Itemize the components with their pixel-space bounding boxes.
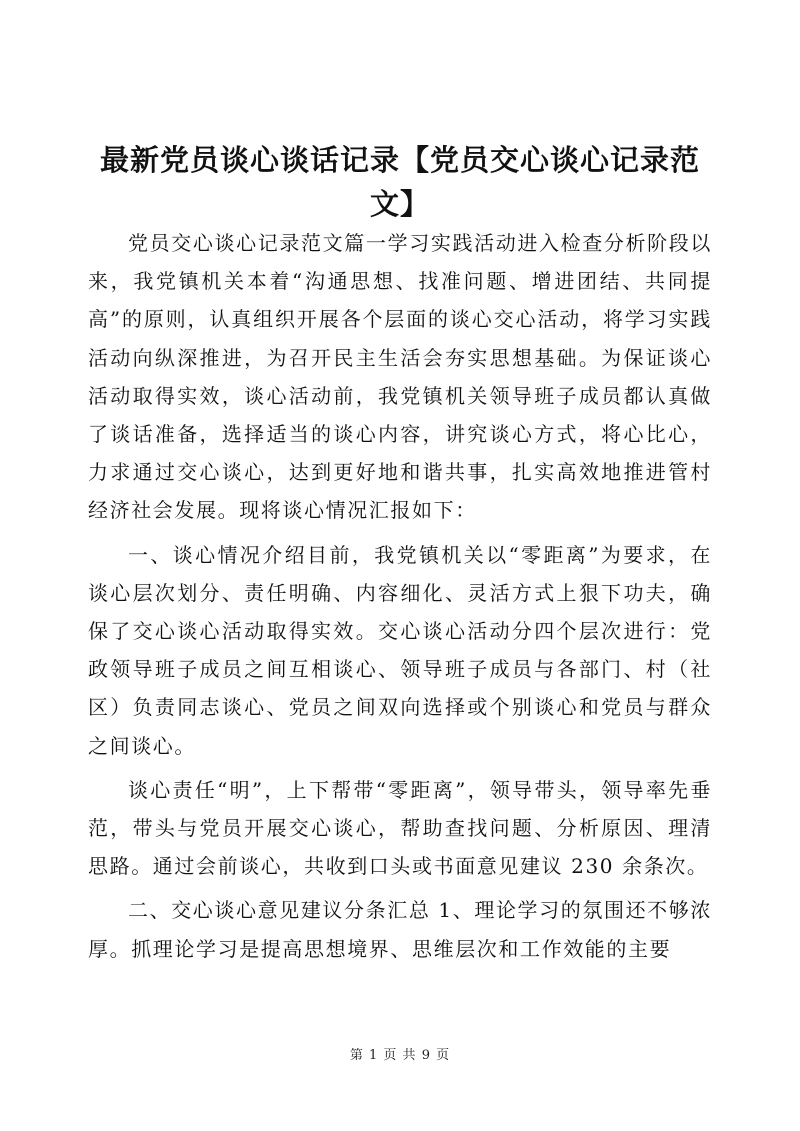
paragraph-2: 一、谈心情况介绍目前，我党镇机关以“零距离”为要求，在谈心层次划分、责任明确、内容细化、灵活方式上狠下功夫，确保了交心谈心活动取得实效。交心谈心活动分四个层次进行：党政领导班子成员之间互相谈心、领导班子成员与各部门、村（社区）负责同志谈心、党员之间双向选择或个别谈心和党员与群众之间谈心。 bbox=[88, 542, 712, 758]
paragraph-4: 二、交心谈心意见建议分条汇总 1、理论学习的氛围还不够浓厚。抓理论学习是提高思想境界、思维层次和工作效能的主要 bbox=[88, 898, 712, 961]
paragraph-3: 谈心责任“明”，上下帮带“零距离”，领导带头，领导率先垂范，带头与党员开展交心谈心，帮助查找问题、分析原因、理清思路。通过会前谈心，共收到口头或书面意见建议 230 余条次。 bbox=[88, 777, 712, 879]
paragraph-1: 党员交心谈心记录范文篇一学习实践活动进入检查分析阶段以来，我党镇机关本着“沟通思想、找准问题、增进团结、共同提高”的原则，认真组织开展各个层面的谈心交心活动，将学习实践活动向纵深推进，为召开民主生活会夯实思想基础。为保证谈心活动取得实效，谈心活动前，我党镇机关领导班子成员都认真做了谈话准备，选择适当的谈心内容，讲究谈心方式，将心比心，力求通过交心谈心，达到更好地和谐共事，扎实高效地推进管村经济社会发展。现将谈心情况汇报如下： bbox=[88, 231, 712, 523]
page-title: 最新党员谈心谈话记录【党员交心谈心记录范文】 bbox=[99, 143, 700, 221]
document-body bbox=[88, 224, 712, 974]
page-number-footer: 第 1 页 共 9 页 bbox=[349, 1048, 451, 1063]
